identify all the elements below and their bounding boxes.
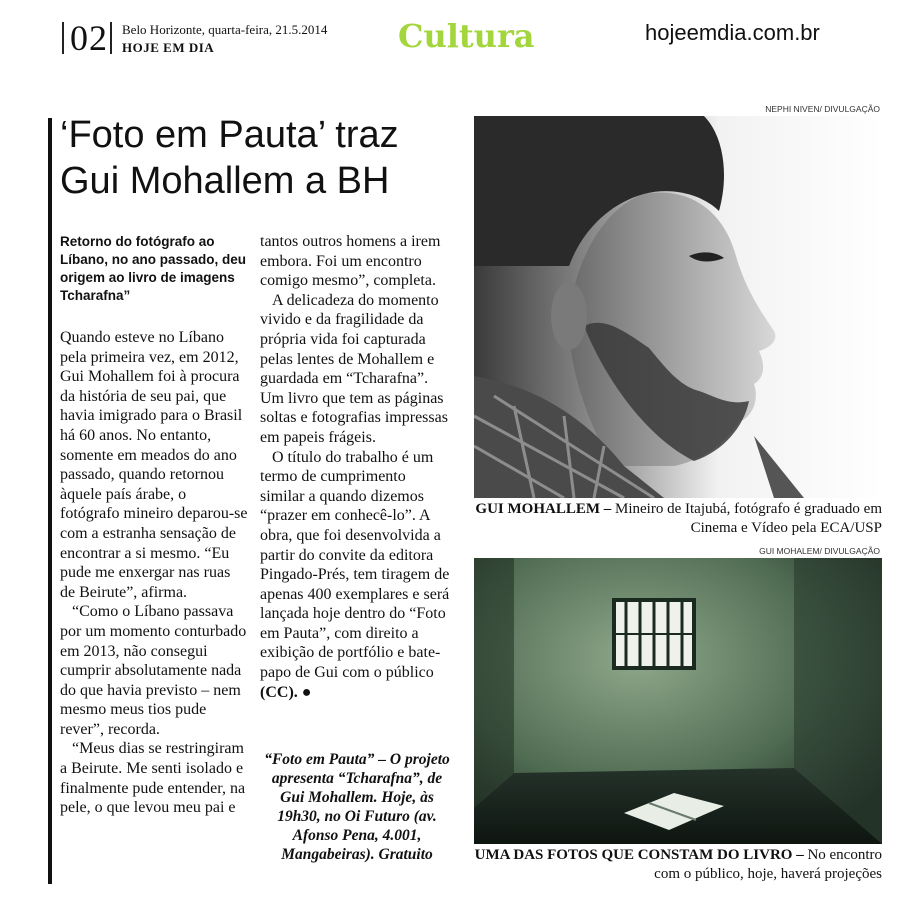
photo-credit: NEPHI NIVEN/ DIVULGAÇÃO — [765, 104, 880, 114]
header-divider-right — [110, 22, 112, 54]
room-illustration — [474, 558, 882, 844]
photo-credit: GUI MOHALEM/ DIVULGAÇÃO — [759, 546, 880, 556]
paragraph: “Meus dias se restringiram a Beirute. Me senti isolado e finalmente pude entender, na pele, o que levou meu pai e — [60, 740, 246, 817]
portrait-photo — [474, 116, 882, 498]
event-infobox: “Foto em Pauta” – O projeto apresenta “Tcharafna”, de Gui Mohallem. Hoje, às 19h30, no Oi Futuro (av. Afonso Pena, 4.001, Mangabeiras). Gratuito — [264, 751, 450, 863]
article-column-1 — [60, 328, 248, 818]
header-divider-left — [62, 22, 64, 54]
page-number: 02 — [70, 18, 108, 58]
newspaper-brand: HOJE EM DIA — [122, 40, 215, 55]
caption-text: No encontro com o público, hoje, haverá projeções — [654, 847, 882, 882]
article-lead: Retorno do fotógrafo ao Líbano, no ano passado, deu origem ao livro de imagens Tcharafna” — [60, 234, 247, 303]
website-link[interactable]: hojeemdia.com.br — [645, 20, 820, 45]
paragraph-text: O título do trabalho é um termo de cumprimento similar a quando dizemos “prazer em conhecê-lo”. A obra, que foi desenvolvida a partir do convite da editora Pingado-Prés, tem tiragem de apenas 400 exemplares e será lançada hoje dentro do “Foto em Pauta”, com direito a exibição de portfólio e bate-papo de Gui com o público — [260, 448, 450, 682]
photo-caption — [474, 500, 882, 538]
paragraph: Quando esteve no Líbano pela primeira vez, em 2012, Gui Mohallem foi à procura da história de seu pai, que havia imigrado para o Brasil há 60 anos. No entanto, somente em meados do ano passado, quando retornou àquele país árabe, o fotógrafo mineiro deparou-se com a estranha sensação de encontrar a si mesmo. “Eu pude me enxergar nas ruas de Beirute”, afirma. — [60, 329, 248, 601]
title-rule — [48, 118, 52, 884]
article-headline: ‘Foto em Pauta’ traz Gui Mohallem a BH — [60, 114, 399, 202]
article-column-2 — [260, 232, 454, 702]
caption-lead: GUI MOHALLEM – — [475, 501, 612, 517]
paragraph: “Como o Líbano passava por um momento conturbado em 2013, não consegui cumprir absolutamente nada do que havia previsto – nem mesmo meus tios pude rever”, recorda. — [60, 603, 247, 738]
author-signoff: (CC). — [260, 683, 298, 701]
section-title: Cultura — [398, 17, 535, 55]
caption-text: Mineiro de Itajubá, fotógrafo é graduado em Cinema e Vídeo pela ECA/USP — [611, 501, 882, 536]
photo-caption — [474, 846, 882, 884]
end-mark-icon: ● — [301, 683, 312, 701]
place-date: Belo Horizonte, quarta-feira, 21.5.2014 — [122, 22, 328, 37]
paragraph: tantos outros homens a irem embora. Foi um encontro comigo mesmo”, completa. — [260, 233, 441, 290]
room-photo — [474, 558, 882, 844]
paragraph: A delicadeza do momento vivido e da fragilidade da própria vida foi capturada pelas lentes de Mohallem e guardada em “Tcharafna”. Um livro que tem as páginas soltas e fotografias impressas em papeis frágeis. — [260, 291, 448, 446]
caption-lead: UMA DAS FOTOS QUE CONSTAM DO LIVRO – — [474, 847, 804, 863]
paragraph — [260, 448, 454, 703]
portrait-illustration — [474, 116, 882, 498]
